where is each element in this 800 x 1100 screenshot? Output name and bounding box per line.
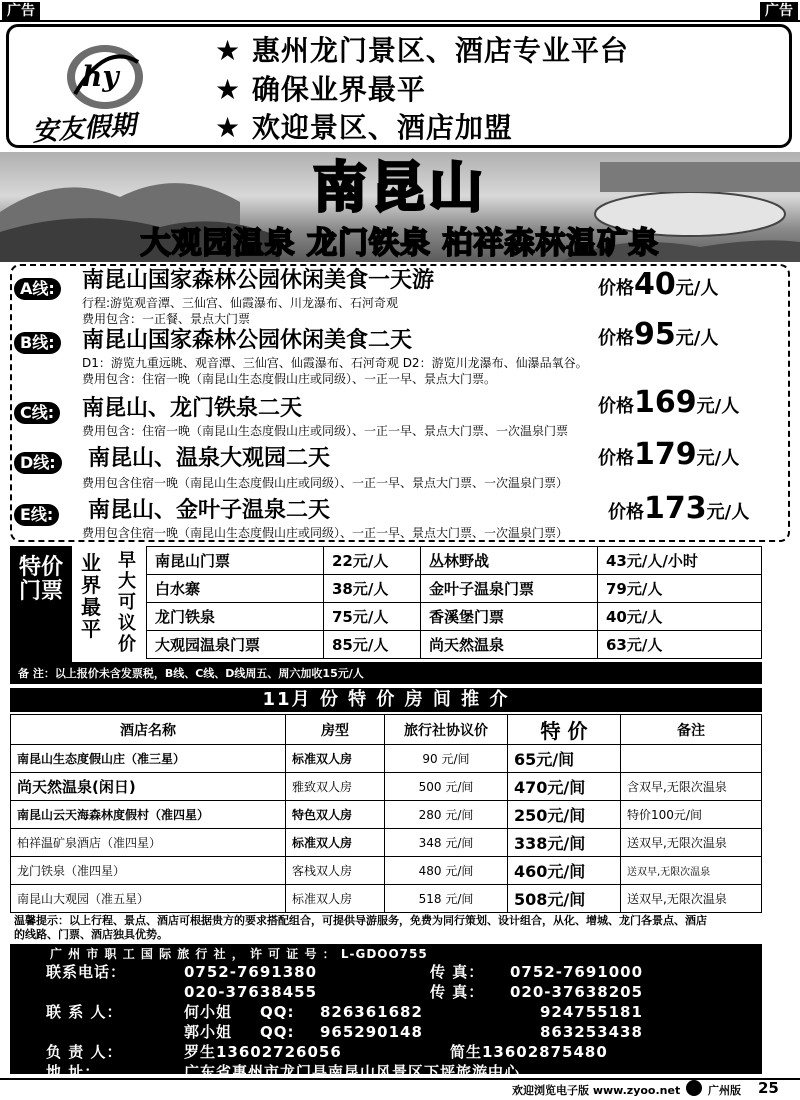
ticket-name: 龙门铁泉 — [147, 603, 324, 631]
logo-text: hy — [82, 60, 119, 93]
site-text: 欢迎浏览电子版 www.zyoo.net — [512, 1084, 681, 1097]
table-row — [11, 885, 762, 913]
fax-label: 传 真： — [430, 983, 485, 1001]
special-price: 508元/间 — [508, 885, 621, 913]
route-d-label: D线: — [14, 452, 62, 474]
agency-license: 广 州 市 职 工 国 际 旅 行 社 ， 许 可 证 号 ： L-GDOO755 — [50, 947, 428, 961]
manager-row — [20, 1042, 752, 1062]
special-price: 65元/间 — [508, 745, 621, 773]
special-tickets-label: 特价门票 — [10, 546, 72, 662]
ad-tag-left: 广告 — [2, 2, 40, 20]
room-type: 标准双人房 — [286, 829, 385, 857]
route-c-title: 南昆山、龙门铁泉二天 — [82, 396, 303, 421]
manager-2: 简生13602875480 — [450, 1043, 608, 1061]
table-row — [11, 857, 762, 885]
contact-person-1: 何小姐 — [184, 1003, 233, 1021]
person-label: 联 系 人： — [46, 1003, 123, 1021]
table-row — [11, 801, 762, 829]
manager-1: 罗生13602726056 — [184, 1043, 342, 1061]
contact-panel — [10, 944, 762, 1081]
ticket-name: 大观园温泉门票 — [147, 631, 324, 659]
agency-price: 480 元/间 — [385, 857, 508, 885]
hotel-remark — [621, 745, 762, 773]
route-d-price: 价格179元/人 — [598, 437, 740, 472]
ticket-price: 40元/人 — [598, 603, 762, 631]
hotel-remark: 特价100元/间 — [621, 801, 762, 829]
table-row — [147, 631, 762, 659]
hero-title: 南昆山 — [313, 156, 487, 219]
brand-name: 安友假期 — [31, 110, 138, 148]
special-price: 338元/间 — [508, 829, 621, 857]
ticket-note: 备 注：以上报价未含发票税，B线、C线、D线周五、周六加收15元/人 — [10, 662, 762, 684]
route-e-line-1: 费用包含住宿一晚（南昆山生态度假山庄或同级）、一正一早、景点大门票、一次温泉门票） — [82, 526, 569, 540]
room-type: 标准双人房 — [286, 885, 385, 913]
hero-subtitle: 大观园温泉 龙门铁泉 柏祥森林温矿泉 — [140, 226, 660, 261]
warm-tips: 温馨提示：以上行程、景点、酒店可根据贵方的要求搭配组合，可提供导游服务，免费为同行策划、设计组合，从化、增城、龙门各景点、酒店的线路、门票、酒店独具优势。 — [14, 914, 707, 941]
fax-label: 传 真： — [430, 963, 485, 981]
special-price: 250元/间 — [508, 801, 621, 829]
qq-label: QQ: — [260, 1003, 295, 1021]
agency-price: 500 元/间 — [385, 773, 508, 801]
hotel-name: 南昆山云天海森林度假村（准四星） — [11, 801, 286, 829]
route-a-label: A线: — [14, 278, 61, 300]
route-a-title: 南昆山国家森林公园休闲美食一天游 — [82, 268, 435, 293]
slogan-3: ★ 欢迎景区、酒店加盟 — [215, 111, 513, 144]
qq-label: QQ: — [260, 1023, 295, 1041]
ticket-price: 63元/人 — [598, 631, 762, 659]
route-d-title: 南昆山、温泉大观园二天 — [88, 446, 331, 471]
column-header: 备注 — [621, 715, 762, 745]
column-header: 特 价 — [508, 715, 621, 745]
ticket-name: 丛林野战 — [421, 547, 598, 575]
fax-number-2: 020-37638205 — [510, 983, 644, 1001]
route-b-line-2: 费用包含：住宿一晚（南昆山生态度假山庄或同级）、一正一早、景点大门票。 — [82, 372, 497, 386]
special-price: 460元/间 — [508, 857, 621, 885]
hotel-table — [10, 714, 762, 913]
route-a-line-2: 费用包含：一正餐、景点大门票 — [82, 312, 251, 326]
column-header: 旅行社协议价 — [385, 715, 508, 745]
ticket-price: 85元/人 — [324, 631, 421, 659]
agency-price: 348 元/间 — [385, 829, 508, 857]
table-row — [11, 745, 762, 773]
ticket-price: 22元/人 — [324, 547, 421, 575]
ticket-price: 38元/人 — [324, 575, 421, 603]
phone-row-1 — [20, 962, 752, 982]
manager-label: 负 责 人： — [46, 1043, 123, 1061]
route-b-label: B线: — [14, 332, 61, 354]
column-header: 酒店名称 — [11, 715, 286, 745]
route-c-price: 价格169元/人 — [598, 385, 740, 420]
route-a-price: 价格40元/人 — [598, 267, 719, 302]
room-type: 特色双人房 — [286, 801, 385, 829]
address-label: 地 址： — [46, 1063, 101, 1081]
hotel-section-title: 11月 份 特 价 房 间 推 介 — [10, 688, 762, 712]
qq-number: 924755181 — [540, 1003, 643, 1021]
room-type: 客栈双人房 — [286, 857, 385, 885]
qq-number: 863253438 — [540, 1023, 643, 1041]
zyoo-logo-icon — [686, 1080, 702, 1096]
edition-label: 广州版 — [708, 1084, 741, 1097]
slogan-1: ★ 惠州龙门景区、酒店专业平台 — [215, 34, 629, 67]
slogan-2: ★ 确保业界最平 — [215, 73, 426, 106]
address: 广东省惠州市龙门县南昆山风景区下坪旅游中心 — [184, 1063, 521, 1081]
agency-logo — [20, 32, 190, 148]
phone-number-1: 0752-7691380 — [184, 963, 318, 981]
route-b-line-1: D1：游览九重远眺、观音潭、三仙宫、仙霞瀑布、石河奇观 D2：游览川龙瀑布、仙瀑品氧谷。 — [82, 356, 588, 370]
table-row — [11, 773, 762, 801]
room-type: 标准双人房 — [286, 745, 385, 773]
lowest-price-label: 业界最平 — [81, 551, 101, 641]
fax-number-1: 0752-7691000 — [510, 963, 644, 981]
route-b-title: 南昆山国家森林公园休闲美食二天 — [82, 328, 413, 353]
ticket-price: 75元/人 — [324, 603, 421, 631]
table-row — [147, 575, 762, 603]
top-rule — [0, 20, 800, 22]
ticket-table — [146, 546, 762, 659]
hotel-remark: 送双早,无限次温泉 — [621, 857, 762, 885]
agency-price: 280 元/间 — [385, 801, 508, 829]
phone-label: 联系电话： — [46, 963, 127, 981]
hotel-remark: 含双早,无限次温泉 — [621, 773, 762, 801]
column-header: 房型 — [286, 715, 385, 745]
ticket-price: 79元/人 — [598, 575, 762, 603]
route-c-line-1: 费用包含：住宿一晚（南昆山生态度假山庄或同级）、一正一早、景点大门票、一次温泉门票 — [82, 424, 569, 438]
contact-row-1 — [20, 1002, 752, 1022]
negotiable-label: 早大可议价 — [118, 550, 136, 655]
ticket-name: 尚天然温泉 — [421, 631, 598, 659]
contact-row-2 — [20, 1022, 752, 1042]
qq-number: 826361682 — [320, 1003, 423, 1021]
phone-row-2 — [20, 982, 752, 1002]
page-number: 25 — [758, 1079, 779, 1097]
hotel-name: 南昆山生态度假山庄（准三星） — [11, 745, 286, 773]
phone-number-2: 020-37638455 — [184, 983, 318, 1001]
contact-person-2: 郭小姐 — [184, 1023, 233, 1041]
room-type: 雅致双人房 — [286, 773, 385, 801]
route-c-label: C线: — [14, 402, 60, 424]
hotel-header-row — [11, 715, 762, 745]
hotel-name: 柏祥温矿泉酒店（准四星） — [11, 829, 286, 857]
ticket-name: 白水寨 — [147, 575, 324, 603]
bottom-rule — [0, 1078, 800, 1080]
route-d-line-1: 费用包含住宿一晚（南昆山生态度假山庄或同级）、一正一早、景点大门票、一次温泉门票） — [82, 476, 569, 490]
agency-price: 90 元/间 — [385, 745, 508, 773]
agency-price: 518 元/间 — [385, 885, 508, 913]
route-e-label: E线: — [14, 504, 59, 526]
route-e-title: 南昆山、金叶子温泉二天 — [88, 498, 331, 523]
table-row — [147, 603, 762, 631]
route-e-price: 价格173元/人 — [608, 491, 750, 526]
ticket-name: 香溪堡门票 — [421, 603, 598, 631]
hotel-remark: 送双早,无限次温泉 — [621, 885, 762, 913]
ticket-name: 金叶子温泉门票 — [421, 575, 598, 603]
ad-tag-right: 广告 — [760, 2, 798, 20]
table-row — [11, 829, 762, 857]
hotel-remark: 送双早,无限次温泉 — [621, 829, 762, 857]
hotel-name: 龙门铁泉（准四星） — [11, 857, 286, 885]
ticket-price: 43元/人/小时 — [598, 547, 762, 575]
hotel-name: 尚天然温泉(闲日) — [11, 773, 286, 801]
route-b-price: 价格95元/人 — [598, 317, 719, 352]
route-a-line-1: 行程:游览观音潭、三仙宫、仙霞瀑布、川龙瀑布、石河奇观 — [82, 296, 399, 310]
table-row — [147, 547, 762, 575]
hotel-name: 南昆山大观园（准五星） — [11, 885, 286, 913]
special-price: 470元/间 — [508, 773, 621, 801]
qq-number: 965290148 — [320, 1023, 423, 1041]
ticket-name: 南昆山门票 — [147, 547, 324, 575]
